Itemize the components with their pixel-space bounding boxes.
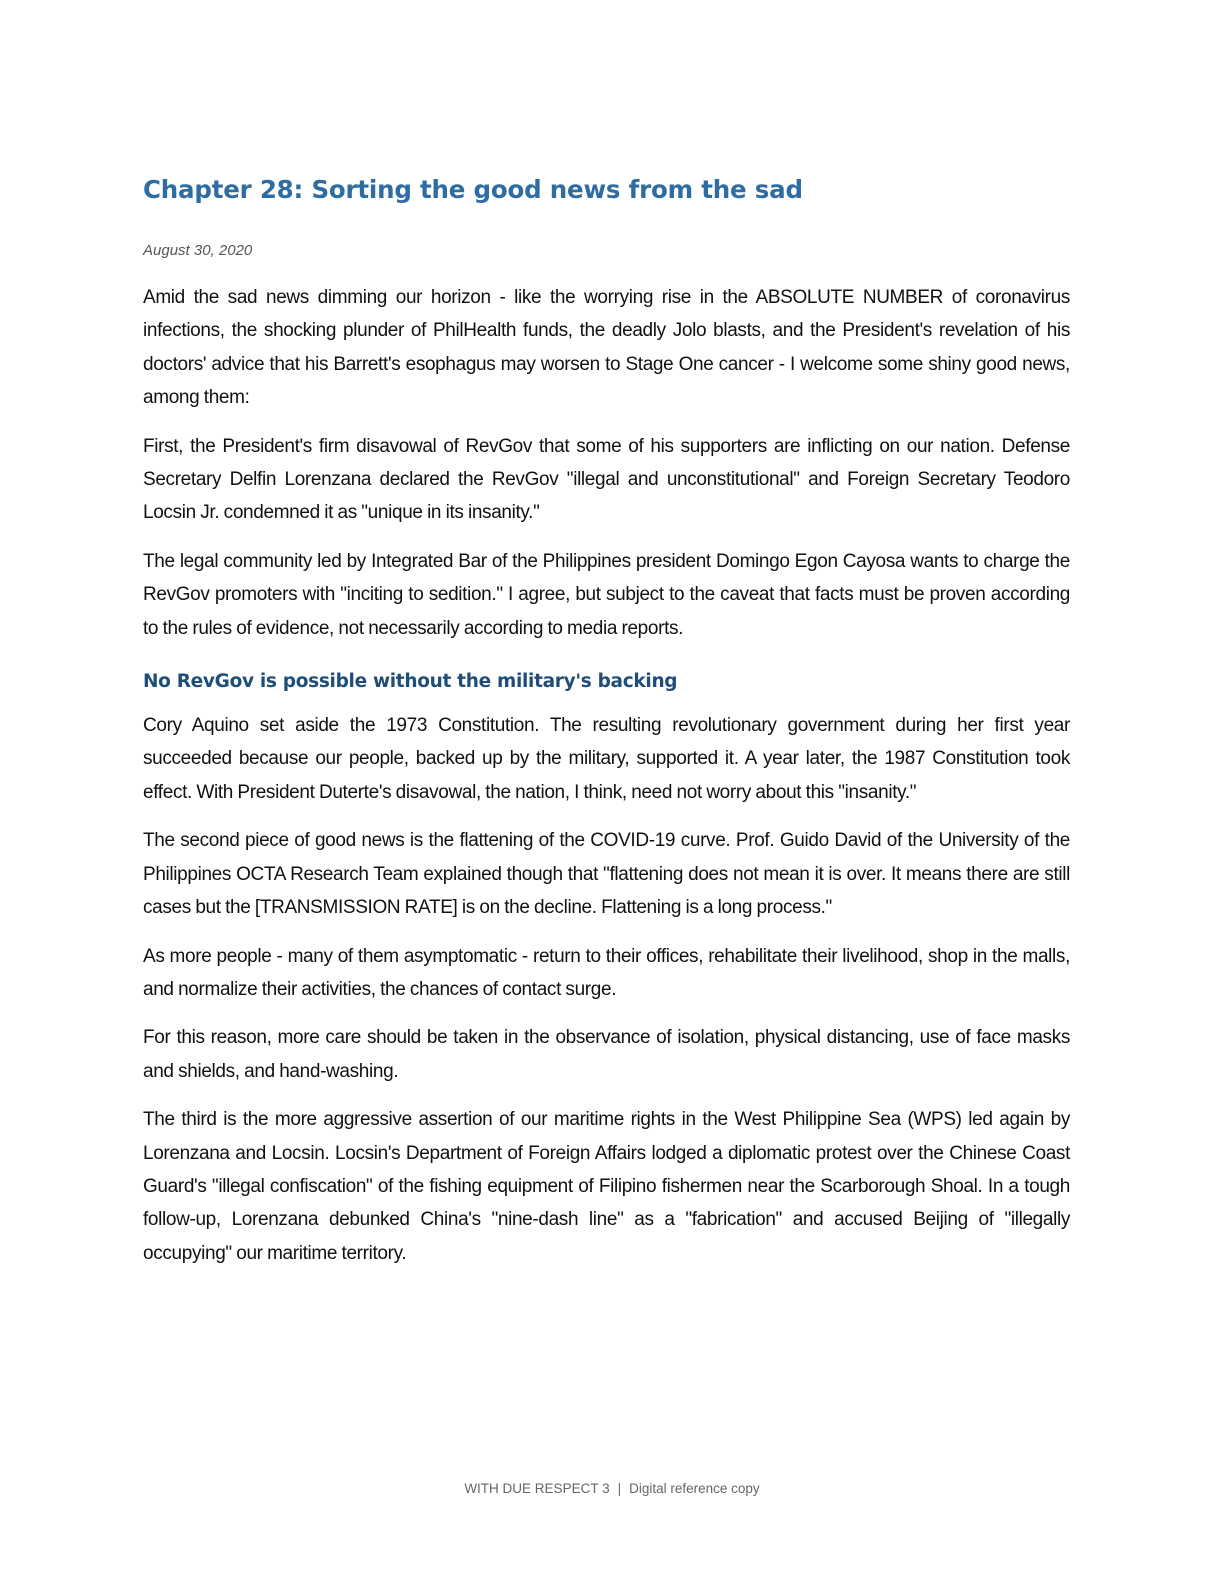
footer-note: Digital reference copy [629, 1481, 760, 1496]
paragraph: For this reason, more care should be taken in the observance of isolation, physical distancing, use of face masks and shields, and hand-washing. [143, 1027, 1070, 1082]
publication-date: August 30, 2020 [143, 242, 253, 259]
paragraph: As more people - many of them asymptomatic - return to their offices, rehabilitate their livelihood, shop in the malls, and normalize their activities, the chances of contact surge. [143, 945, 1070, 1000]
document-page [143, 170, 1070, 1285]
section-heading: No RevGov is possible without the military's backing [143, 671, 678, 693]
paragraph: Cory Aquino set aside the 1973 Constitution. The resulting revolutionary government during her first year succeeded because our people, backed up by the military, supported it. A year later, the 1987 Constitution took effect. With President Duterte's disavowal, the nation, I think, need not worry about this "insanity." [143, 715, 1070, 803]
paragraph: Amid the sad news dimming our horizon - like the worrying rise in the ABSOLUTE NUMBER of coronavirus infections, the shocking plunder of PhilHealth funds, the deadly Jolo blasts, and the President's revelation of his doctors' advice that his Barrett's esophagus may worsen to Stage One cancer - I welcome some shiny good news, among them: [143, 287, 1070, 409]
page-footer [0, 1478, 1224, 1500]
paragraph: First, the President's firm disavowal of RevGov that some of his supporters are inflicting on our nation. Defense Secretary Delfin Lorenzana declared the RevGov "illegal and unconstitutional" and Foreign Secretary Teodoro Locsin Jr. condemned it as "unique in its insanity." [143, 435, 1070, 524]
paragraph: The third is the more aggressive assertion of our maritime rights in the West Philippine Sea (WPS) led again by Lorenzana and Locsin. Locsin's Department of Foreign Affairs lodged a diplomatic protest over the Chinese Coast Guard's "illegal confiscation" of the fishing equipment of Filipino fishermen near the Scarborough Shoal. In a tough follow-up, Lorenzana debunked China's "nine-dash line" as a "fabrication" and accused Beijing of "illegally occupying" our maritime territory. [143, 1109, 1070, 1264]
footer-book-title: WITH DUE RESPECT 3 [464, 1481, 610, 1496]
paragraph: The legal community led by Integrated Bar of the Philippines president Domingo Egon Cayosa wants to charge the RevGov promoters with "inciting to sedition." I agree, but subject to the caveat that facts must be proven according to the rules of evidence, not necessarily according to media reports. [143, 550, 1070, 639]
chapter-title: Chapter 28: Sorting the good news from the sad [143, 175, 803, 204]
footer-separator: | [617, 1481, 622, 1496]
paragraph: The second piece of good news is the flattening of the COVID-19 curve. Prof. Guido David of the University of the Philippines OCTA Research Team explained though that "flattening does not mean it is over. It means there are still cases but the [TRANSMISSION RATE] is on the decline. Flattening is a long process." [143, 830, 1070, 919]
